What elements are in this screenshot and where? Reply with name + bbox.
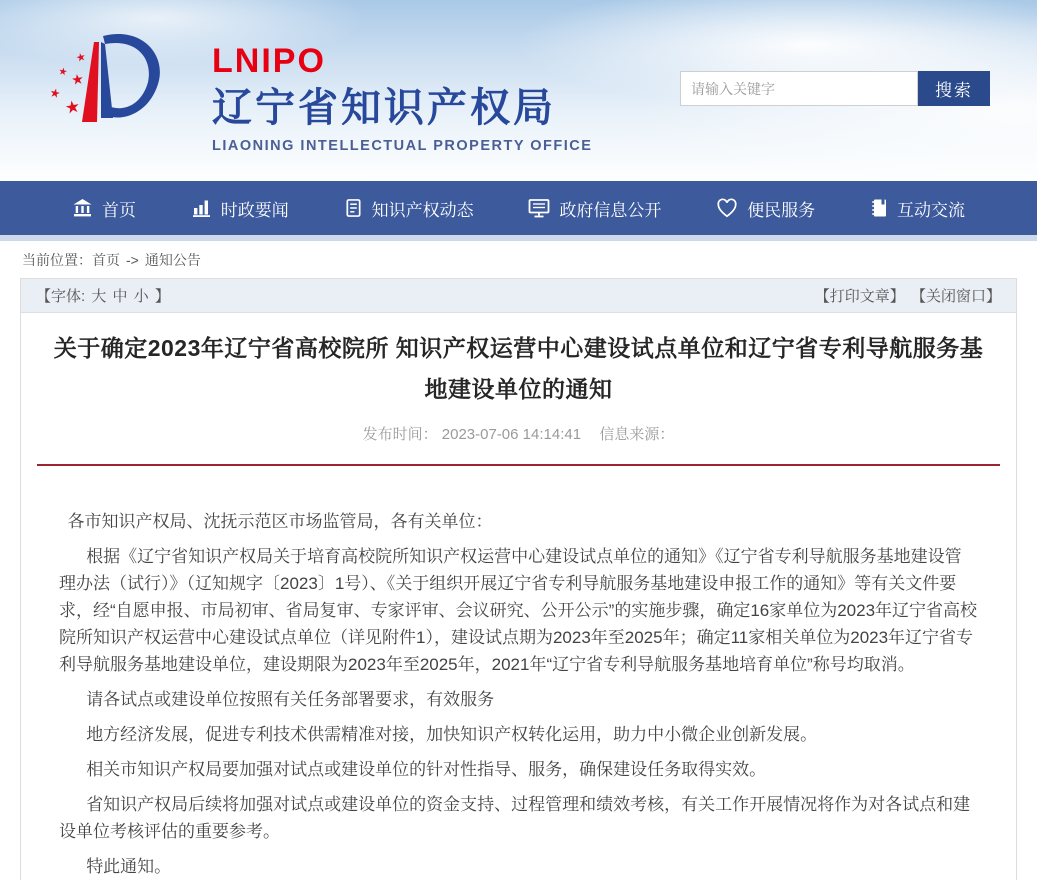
breadcrumb-home-link[interactable]: 首页 — [92, 251, 120, 268]
article-title: 关于确定2023年辽宁省高校院所 知识产权运营中心建设试点单位和辽宁省专利导航服务基地建设单位的通知 — [53, 335, 984, 402]
nav-item-services[interactable] — [716, 196, 815, 221]
nav-label: 政府信息公开 — [559, 200, 662, 220]
article-paragraph: 地方经济发展，促进专利技术供需精准对接，加快知识产权转化运用，助力中小微企业创新发展。 — [86, 725, 818, 744]
article-panel — [20, 278, 1017, 880]
font-size-controls — [35, 285, 171, 306]
logo-p-mark-icon — [45, 22, 210, 172]
document-icon — [344, 198, 363, 218]
svg-text:★: ★ — [63, 96, 82, 118]
svg-text:★: ★ — [57, 66, 69, 79]
font-size-small-button[interactable]: 小 — [133, 288, 149, 305]
close-window-button[interactable]: 【关闭窗口】 — [910, 288, 1001, 305]
main-nav — [0, 181, 1037, 241]
font-size-large-button[interactable]: 大 — [91, 288, 107, 305]
nav-item-news[interactable] — [191, 196, 289, 221]
book-icon — [870, 198, 888, 218]
site-logo[interactable] — [45, 22, 592, 172]
article-paragraph: 请各试点或建设单位按照有关任务部署要求，有效服务 — [86, 690, 495, 709]
site-title: 辽宁省知识产权局 — [212, 86, 556, 130]
svg-text:★: ★ — [70, 70, 85, 88]
article-paragraph: 各市知识产权局、沈抚示范区市场监管局，各有关单位： — [67, 512, 493, 531]
search-button[interactable]: 搜索 — [918, 71, 990, 106]
article-toolbar — [21, 279, 1016, 313]
nav-label: 互动交流 — [896, 200, 965, 220]
svg-text:★: ★ — [74, 50, 88, 65]
monitor-icon — [528, 198, 550, 218]
article-paragraph: 特此通知。 — [86, 857, 172, 876]
nav-label: 便民服务 — [747, 200, 816, 220]
article-body — [21, 466, 1016, 880]
nav-label: 首页 — [102, 200, 136, 220]
source-label: 信息来源： — [599, 426, 675, 443]
search-input[interactable] — [680, 71, 918, 106]
logo-acronym: LNIPO — [212, 42, 326, 80]
site-header — [0, 0, 1037, 181]
article-meta — [21, 423, 1016, 444]
font-size-medium-button[interactable]: 中 — [112, 288, 128, 305]
nav-item-ip-news[interactable] — [344, 196, 474, 221]
bar-chart-icon — [191, 198, 212, 218]
nav-label: 时政要闻 — [220, 200, 289, 220]
svg-text:★: ★ — [48, 85, 62, 102]
publish-time-label: 发布时间： — [362, 426, 438, 443]
search-box — [680, 71, 990, 106]
nav-item-gov-info[interactable] — [528, 196, 661, 221]
nav-label: 知识产权动态 — [371, 200, 474, 220]
breadcrumb-label: 当前位置： — [22, 251, 92, 268]
nav-item-home[interactable] — [72, 196, 136, 221]
article-paragraph: 根据《辽宁省知识产权局关于培育高校院所知识产权运营中心建设试点单位的通知》《辽宁省专利导航服务基地建设管理办法（试行）》（辽知规字〔2023〕1号）、《关于组织开展辽宁省专利导航服务基地建设申报工作的通知》等有关文件要求，经“自愿申报、市局初审、省局复审、专家评审、会议研究、公开公示”的实施步骤，确定16家单位为2023年辽宁省高校院所知识产权运营中心建设试点单位（详见附件1），建设试点期为2023年至2025年；确定11家相关单位为2023年辽宁省专利导航服务基地建设单位，建设期限为2023年至2025年，2021年“辽宁省专利导航服务基地培育单位”称号均取消。 — [59, 547, 978, 674]
site-title-english: LIAONING INTELLECTUAL PROPERTY OFFICE — [212, 138, 593, 154]
publish-time-value: 2023-07-06 14:14:41 — [441, 426, 582, 443]
breadcrumb — [0, 241, 1037, 278]
article-paragraph: 相关市知识产权局要加强对试点或建设单位的针对性指导、服务，确保建设任务取得实效。 — [86, 760, 767, 779]
font-size-prefix: 【字体: — [36, 288, 86, 305]
article-actions — [814, 285, 1002, 306]
article-paragraph: 省知识产权局后续将加强对试点或建设单位的资金支持、过程管理和绩效考核，有关工作开展情况将作为对各试点和建设单位考核评估的重要参考。 — [59, 795, 971, 841]
breadcrumb-separator: -> — [126, 251, 139, 268]
print-article-button[interactable]: 【打印文章】 — [814, 288, 905, 305]
heart-icon — [716, 198, 738, 218]
blue-tower-icon — [101, 42, 113, 118]
font-size-suffix: 】 — [154, 288, 170, 305]
breadcrumb-current-link[interactable]: 通知公告 — [144, 251, 201, 268]
lnipo-logo-icon — [45, 22, 210, 172]
bank-icon — [72, 198, 93, 218]
nav-item-interaction[interactable] — [870, 196, 965, 221]
